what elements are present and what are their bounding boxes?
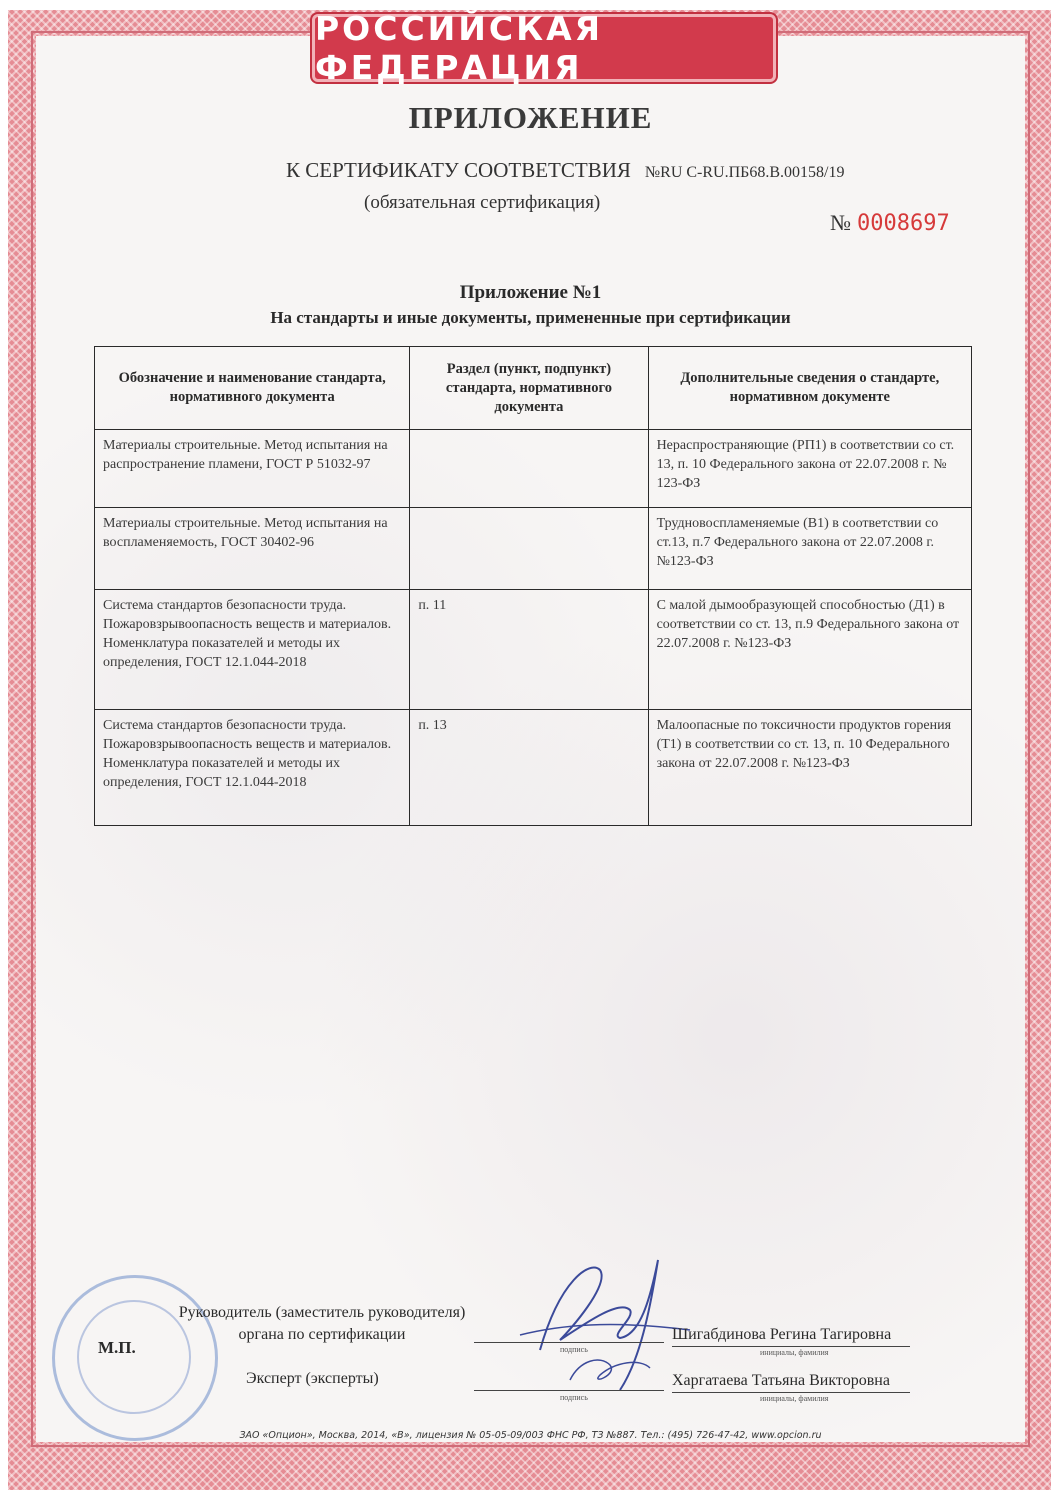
signature-caption-head: подпись bbox=[560, 1345, 588, 1354]
cell-standard: Система стандартов безопасности труда. Пожаровзрывоопасность веществ и материалов. Номенклатура показателей и методы их определения, ГОСТ 12.1.044-2018 bbox=[95, 590, 410, 710]
seal-stamp bbox=[52, 1275, 218, 1441]
table-row bbox=[95, 590, 972, 710]
printer-footer: ЗАО «Опцион», Москва, 2014, «В», лицензия № 05-05-09/003 ФНС РФ, ТЗ №887. Тел.: (495) 726-47-42, www.opcion.ru bbox=[239, 1430, 822, 1441]
cell-info: С малой дымообразующей способностью (Д1) в соответствии со ст. 13, п.9 Федерального закона от 22.07.2008 г. №123-ФЗ bbox=[648, 590, 971, 710]
table-row bbox=[95, 430, 972, 508]
certificate-number: №RU C-RU.ПБ68.В.00158/19 bbox=[644, 164, 845, 181]
certificate-label: К СЕРТИФИКАТУ СООТВЕТСТВИЯ bbox=[286, 158, 631, 182]
cell-section: п. 11 bbox=[410, 590, 648, 710]
annex-subtitle: На стандарты и иные документы, примененные при сертификации bbox=[270, 308, 791, 327]
expert-label: Эксперт (эксперты) bbox=[246, 1370, 379, 1387]
signature-line-expert bbox=[474, 1390, 664, 1391]
cell-info: Нераспространяющие (РП1) в соответствии со ст. 13, п. 10 Федерального закона от 22.07.2008 г. № 123-ФЗ bbox=[648, 430, 971, 508]
serial-digits: 0008697 bbox=[857, 211, 950, 236]
cell-section bbox=[410, 508, 648, 590]
standards-table bbox=[94, 346, 972, 826]
head-name: Шигабдинова Регина Тагировна bbox=[672, 1326, 892, 1343]
annex-title: Приложение №1 bbox=[459, 282, 602, 303]
signature-line-head bbox=[474, 1342, 664, 1343]
serial-number bbox=[830, 210, 950, 236]
certificate-line bbox=[286, 158, 844, 183]
head-of-body-label: Руководитель (заместитель руководителя) органа по сертификации bbox=[178, 1304, 466, 1343]
cell-standard: Материалы строительные. Метод испытания на воспламеняемость, ГОСТ 30402-96 bbox=[95, 508, 410, 590]
table-row bbox=[95, 710, 972, 826]
cell-standard: Система стандартов безопасности труда. Пожаровзрывоопасность веществ и материалов. Номенклатура показателей и методы их определения, ГОСТ 12.1.044-2018 bbox=[95, 710, 410, 826]
country-banner bbox=[312, 9, 776, 87]
table-header-row bbox=[95, 347, 972, 430]
header-standard: Обозначение и наименование стандарта, нормативного документа bbox=[95, 347, 410, 430]
signature-caption-expert: подпись bbox=[560, 1393, 588, 1402]
name-line-head bbox=[672, 1346, 910, 1347]
header-section: Раздел (пункт, подпункт) стандарта, нормативного документа bbox=[410, 347, 648, 430]
banner-text: РОССИЙСКАЯ ФЕДЕРАЦИЯ bbox=[315, 9, 604, 87]
handwritten-signature bbox=[500, 1240, 700, 1400]
header-info: Дополнительные сведения о стандарте, нормативном документе bbox=[648, 347, 971, 430]
cell-standard: Материалы строительные. Метод испытания на распространение пламени, ГОСТ Р 51032-97 bbox=[95, 430, 410, 508]
serial-prefix: № bbox=[830, 210, 851, 235]
cell-section bbox=[410, 430, 648, 508]
name-line-expert bbox=[672, 1392, 910, 1393]
cell-info: Малоопасные по токсичности продуктов горения (Т1) в соответствии со ст. 13, п. 10 Федерального закона от 22.07.2008 г. №123-ФЗ bbox=[648, 710, 971, 826]
name-caption-head: инициалы, фамилия bbox=[760, 1348, 829, 1357]
document-title: ПРИЛОЖЕНИЕ bbox=[408, 100, 653, 135]
expert-name: Харгатаева Татьяна Викторовна bbox=[672, 1372, 890, 1389]
cell-info: Трудновоспламеняемые (В1) в соответствии со ст.13, п.7 Федерального закона от 22.07.2008 г. №123-ФЗ bbox=[648, 508, 971, 590]
cell-section: п. 13 bbox=[410, 710, 648, 826]
name-caption-expert: инициалы, фамилия bbox=[760, 1394, 829, 1403]
table-row bbox=[95, 508, 972, 590]
stamp-place-label: М.П. bbox=[98, 1338, 136, 1357]
mandatory-note: (обязательная сертификация) bbox=[364, 192, 601, 213]
